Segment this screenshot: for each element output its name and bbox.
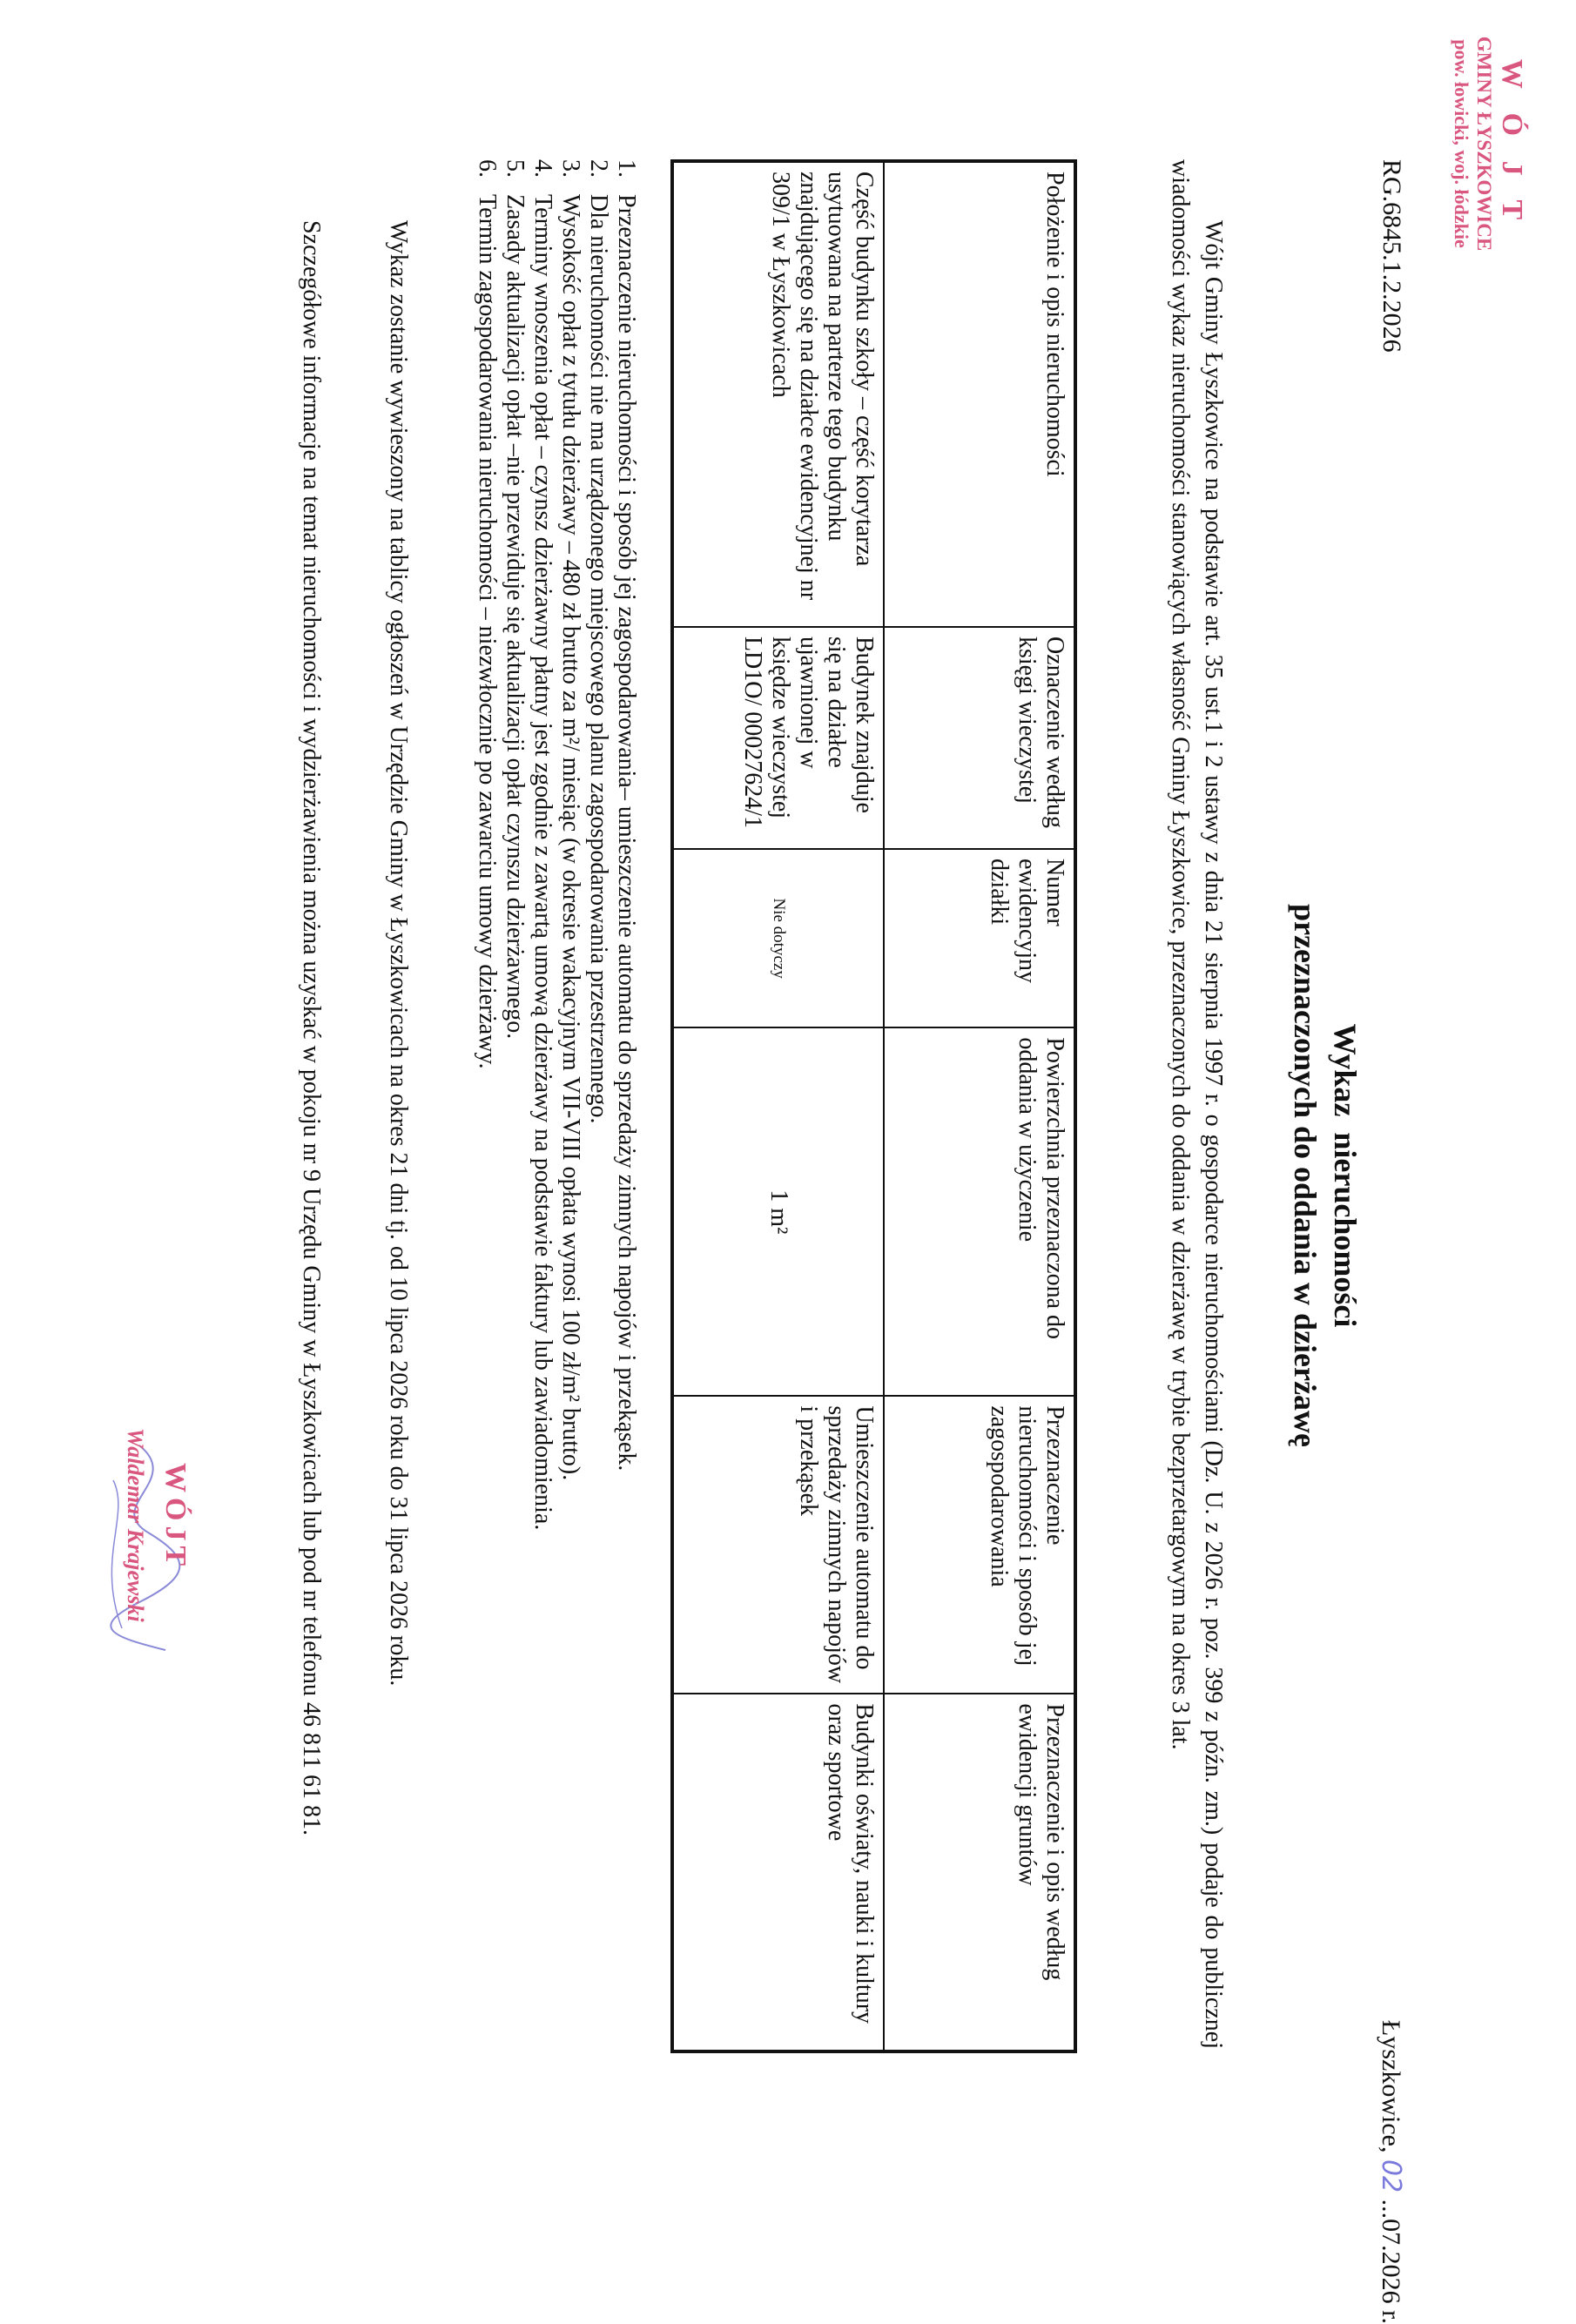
table-row [672,161,884,2051]
header-location: Położenie i opis nieruchomości [884,161,1075,627]
stamp-line-3: pow. łowicki, woj. łódzkie [1451,39,1472,248]
date-handwritten-day: 02 [1376,2159,1406,2193]
table-header-row [884,161,1075,2051]
header-land-use: Przeznaczenie i opis według ewidencji gruntów [884,1694,1075,2051]
cell-area: 1 m² [672,1027,884,1396]
cell-location: Część budynku szkoły – część korytarza usytuowana na parterze tego budynku znajdującego się na działce ewidencyjnej nr 309/1 w Łyszkowicach [672,161,884,627]
item-number: 6. [474,159,501,178]
signature-title-stamp: WÓJT [159,1463,192,1572]
document-title [1285,697,1365,1654]
list-item [612,159,640,2075]
header-area: Powierzchnia przeznaczona do oddania w użyczenie [884,1027,1075,1396]
item-text: Dla nieruchomości nie ma urządzonego miejscowego planu zagospodarowania przestrzennego. [585,194,612,1124]
item-number: 4. [529,159,556,178]
cell-purpose: Umieszczenie automatu do sprzedaży zimnych napojów i przekąsek [672,1396,884,1694]
header-land-register: Oznaczenie według księgi wieczystej [884,627,1075,849]
list-item [584,159,612,2075]
cell-land-use: Budynki oświaty, nauki i kultury oraz sportowe [672,1694,884,2051]
stamp-line-2: GMINY ŁYSZKOWICE [1473,36,1495,252]
list-item [529,159,556,2075]
header-plot-number: Numer ewidencyjny działki [884,849,1075,1027]
header-purpose: Przeznaczenie nieruchomości i sposób jej zagospodarowania [884,1396,1075,1694]
item-number: 2. [585,159,612,178]
conditions-list [473,159,640,2075]
document-date [1376,2020,1406,2324]
item-text: Wysokość opłat z tytułu dzierżawy – 480 zł brutto za m²/ miesiąc (w okresie wakacyjnym VII-VIII opłata wynosi 100 zł/m² brutto). [557,194,584,1481]
item-number: 5. [502,159,529,178]
item-text: Przeznaczenie nieruchomości i sposób jej zagospodarowania– umieszczenie automatu do sprzedaży zimnych napojów i przekąsek. [613,194,640,1472]
item-number: 1. [613,159,640,178]
intro-paragraph: Wójt Gminy Łyszkowice na podstawie art. 35 ust.1 i 2 ustawy z dnia 21 sierpnia 1997 r. o gospodarce nieruchomościami (Dz. U. z 2026 r. poz. 399 z późn. zm.) podaje do publicznej wiadomości wykaz nieruchomości stanowiących własność Gminy Łyszkowice, przeznaczonych do oddania w dzierżawę w trybie bezprzetargowym na okres 3 lat. [1167,159,1227,2049]
handwritten-signature [78,1428,218,1654]
contact-paragraph: Szczegółowe informacje na temat nieruchomości i wydzierżawienia można uzyskać w pokoju nr 9 Urzędu Gminy w Łyszkowicach lub pod nr telefonu 46 811 61 81. [298,220,325,1836]
reference-number: RG.6845.1.2.2026 [1377,159,1406,353]
title-line-2: przeznaczonych do oddania w dzierżawę [1288,904,1323,1447]
item-number: 3. [557,159,584,178]
property-table [670,159,1077,2053]
item-text: Terminy wnoszenia opłat – czynsz dzierżawny płatny jest zgodnie z zawartą umową dzierżawy na podstawie faktury lub zawiadomienia. [529,194,556,1531]
cell-plot-number: Nie dotyczy [672,849,884,1027]
list-item [556,159,584,2075]
date-suffix: ...07.2026 r. [1377,2199,1405,2324]
list-item [501,159,529,2075]
posting-paragraph: Wykaz zostanie wywieszony na tablicy ogłoszeń w Urzędzie Gminy w Łyszkowicach na okres 21 dni tj. od 10 lipca 2026 roku do 31 lipca 2026 roku. [385,220,412,1687]
item-text: Termin zagospodarowania nieruchomości – niezwłocznie po zawarciu umowy dzierżawy. [474,194,501,1069]
title-line-1: Wykaz nieruchomości [1328,1023,1363,1328]
cell-land-register: Budynek znajduje się na działce ujawnionej w księdze wieczystej LD1O/ 00027624/1 [672,627,884,849]
date-prefix: Łyszkowice, [1377,2020,1405,2153]
stamp-line-1: W Ó J T [1496,58,1528,229]
signature-name-stamp: Waldemar Krajewski [123,1428,148,1622]
list-item [473,159,501,2075]
item-text: Zasady aktualizacji opłat –nie przewiduje się aktualizacji opłat czynszu dzierżawnego. [502,194,529,1040]
office-stamp [1450,0,1528,287]
